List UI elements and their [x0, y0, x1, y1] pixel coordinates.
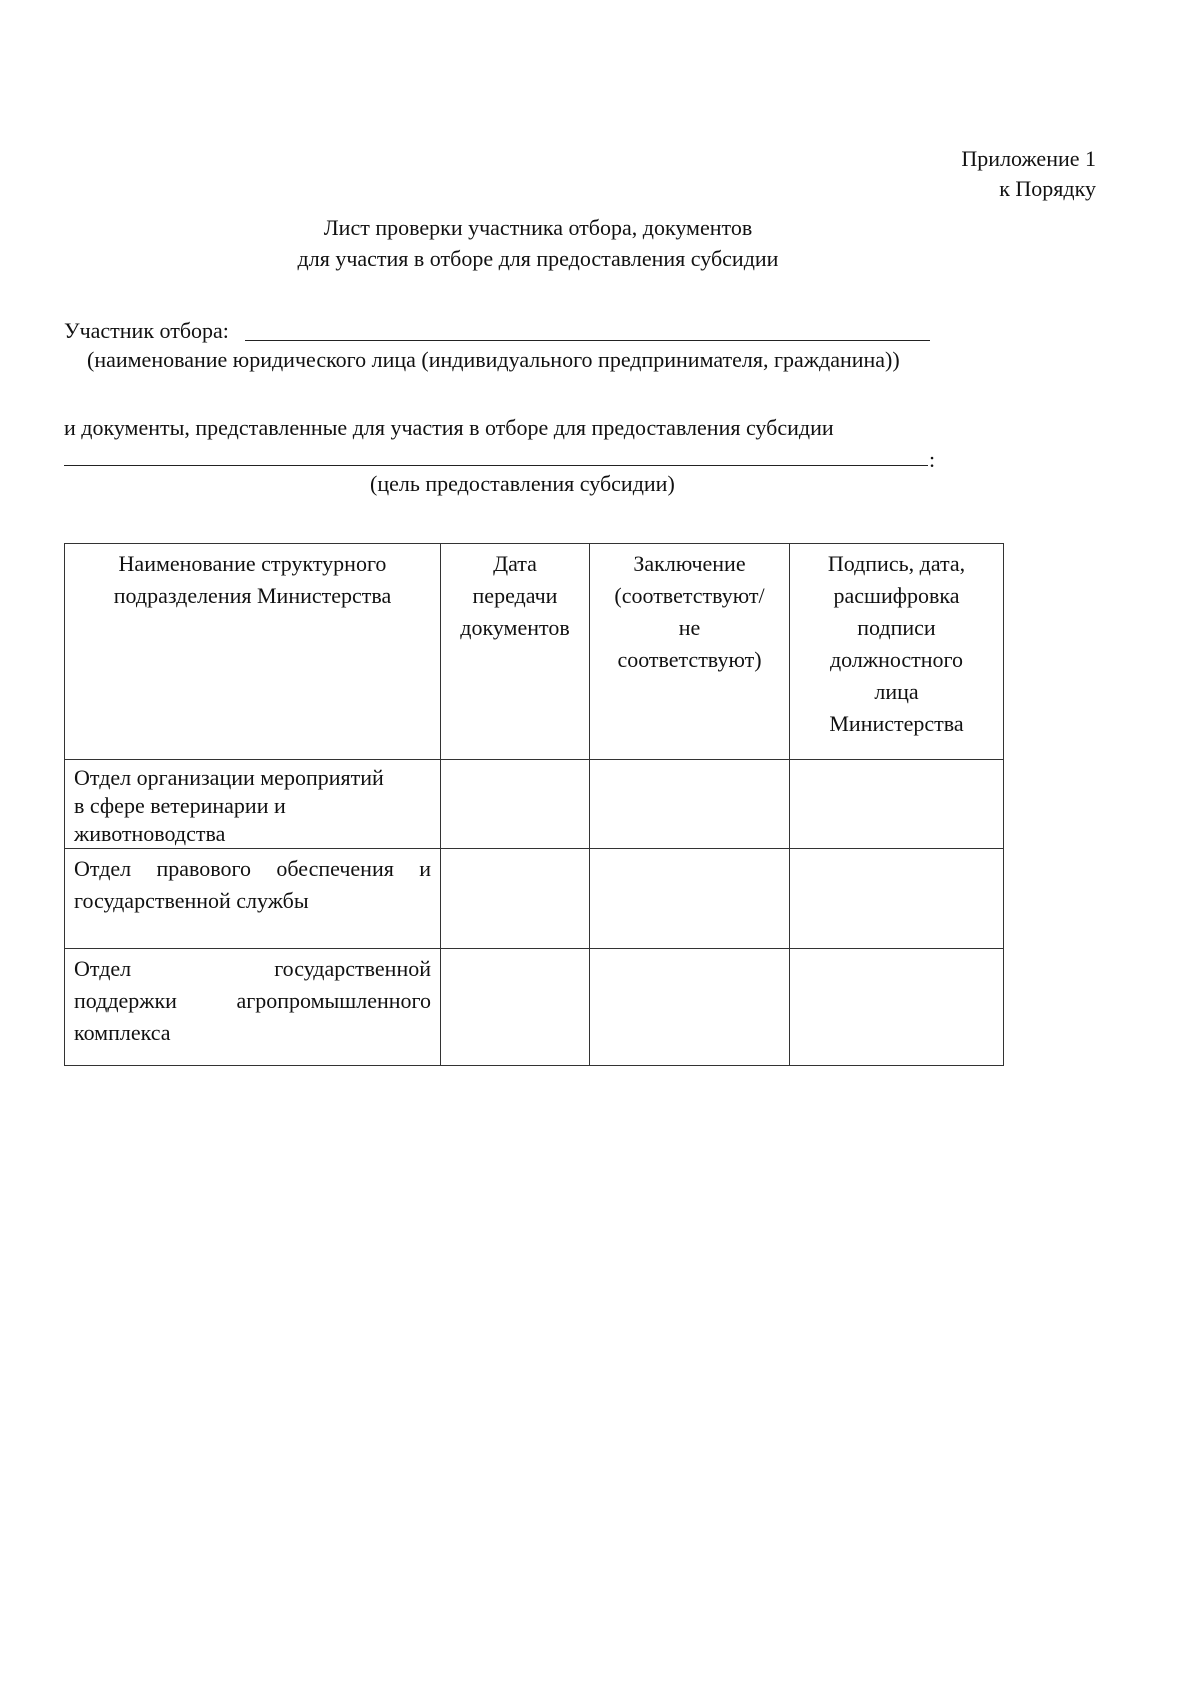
department-cell: Отдел государственной поддержки агропромышленного комплекса — [65, 949, 441, 1066]
documents-text: и документы, представленные для участия в отборе для предоставления субсидии — [64, 415, 834, 440]
signature-cell[interactable] — [790, 849, 1004, 949]
transfer-date-cell[interactable] — [441, 760, 590, 849]
transfer-date-cell[interactable] — [441, 849, 590, 949]
document-title-line-1: Лист проверки участника отбора, документов — [323, 215, 753, 240]
table-row — [65, 849, 1004, 949]
documents-colon: : — [929, 447, 936, 472]
table-row — [65, 760, 1004, 849]
table-header-row — [65, 544, 1004, 760]
conclusion-cell[interactable] — [590, 849, 790, 949]
check-table — [64, 543, 1004, 1066]
header-signature: Подпись, дата, расшифровка подписи должностного лица Министерства — [790, 544, 1004, 760]
subsidy-purpose-hint: (цель предоставления субсидии) — [370, 471, 675, 496]
appendix-line-1: Приложение 1 — [961, 146, 1096, 171]
transfer-date-cell[interactable] — [441, 949, 590, 1066]
participant-hint: (наименование юридического лица (индивидуального предпринимателя, гражданина)) — [87, 347, 900, 372]
participant-name-line — [245, 340, 930, 341]
header-department: Наименование структурного подразделения Министерства — [65, 544, 441, 760]
participant-label: Участник отбора: — [64, 318, 229, 343]
signature-cell[interactable] — [790, 949, 1004, 1066]
conclusion-cell[interactable] — [590, 760, 790, 849]
conclusion-cell[interactable] — [590, 949, 790, 1066]
table-row — [65, 949, 1004, 1066]
header-conclusion: Заключение (соответствуют/ не соответствуют) — [590, 544, 790, 760]
department-cell: Отдел правового обеспечения и государственной службы — [65, 849, 441, 949]
signature-cell[interactable] — [790, 760, 1004, 849]
subsidy-purpose-line — [64, 465, 928, 466]
appendix-line-2: к Порядку — [999, 176, 1096, 201]
header-transfer-date: Дата передачи документов — [441, 544, 590, 760]
document-title-line-2: для участия в отборе для предоставления субсидии — [297, 246, 779, 271]
department-cell: Отдел организации мероприятий в сфере ветеринарии и животноводства — [65, 760, 441, 849]
